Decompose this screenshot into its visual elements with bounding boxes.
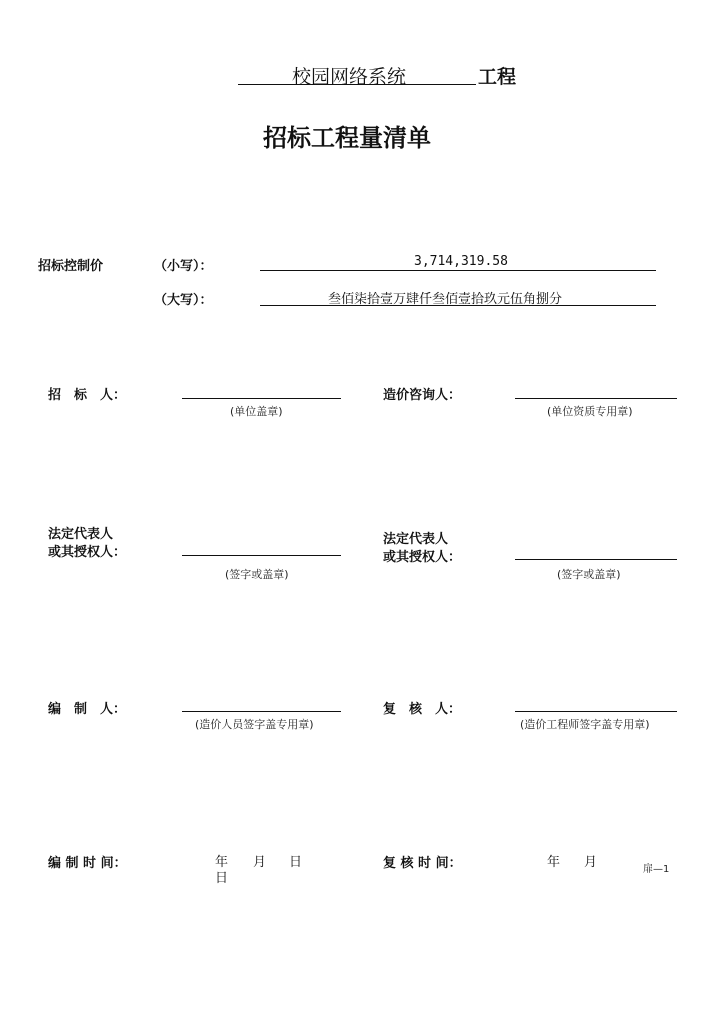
legal-rep-label-line1-left: 法定代表人 (48, 527, 114, 542)
compiler-signature-line (182, 711, 341, 712)
consultant-signature-line (515, 398, 677, 399)
consultant-label: 造价咨询人： (383, 388, 462, 403)
upper-case-label: （大写）： (154, 293, 213, 308)
review-year: 年 (547, 855, 561, 870)
tenderer-note: (单位盖章) (230, 405, 283, 418)
reviewer-signature-line (515, 711, 677, 712)
legal-rep-signature-line-right (515, 559, 677, 560)
upper-case-value: 叁佰柒拾壹万肆仟叁佰壹拾玖元伍角捌分 (328, 292, 563, 307)
compile-time-label: 编 制 时 间： (48, 856, 127, 871)
compiler-label: 编 制 人： (48, 702, 127, 717)
tenderer-label: 招 标 人： (48, 388, 127, 403)
tenderer-signature-line (182, 398, 341, 399)
control-price-label: 招标控制价 (38, 259, 104, 274)
reviewer-note: (造价工程师签字盖专用章) (520, 718, 650, 731)
compiler-note: (造价人员签字盖专用章) (195, 718, 314, 731)
legal-rep-label-line2-right: 或其授权人： (383, 550, 462, 565)
compile-month: 月 (253, 855, 267, 870)
lower-case-underline (260, 270, 656, 271)
project-name: 校园网络系统 (292, 66, 407, 88)
legal-rep-note-right: (签字或盖章) (557, 568, 621, 581)
page-title: 招标工程量清单 (263, 124, 431, 152)
review-time-label: 复 核 时 间： (383, 856, 462, 871)
review-month: 月 (584, 855, 598, 870)
legal-rep-label-line2-left: 或其授权人： (48, 545, 127, 560)
compile-day-b: 日 (215, 871, 229, 886)
lower-case-value: 3,714,319.58 (414, 254, 508, 269)
compile-day-a: 日 (289, 855, 303, 870)
legal-rep-note-left: (签字或盖章) (225, 568, 289, 581)
project-suffix: 工程 (478, 66, 517, 88)
page-number: 扉—1 (643, 864, 670, 875)
lower-case-label: （小写）： (154, 259, 213, 274)
consultant-note: (单位资质专用章) (547, 405, 633, 418)
compile-year: 年 (215, 855, 229, 870)
legal-rep-signature-line-left (182, 555, 341, 556)
upper-case-underline (260, 305, 656, 306)
reviewer-label: 复 核 人： (383, 702, 462, 717)
legal-rep-label-line1-right: 法定代表人 (383, 532, 449, 547)
